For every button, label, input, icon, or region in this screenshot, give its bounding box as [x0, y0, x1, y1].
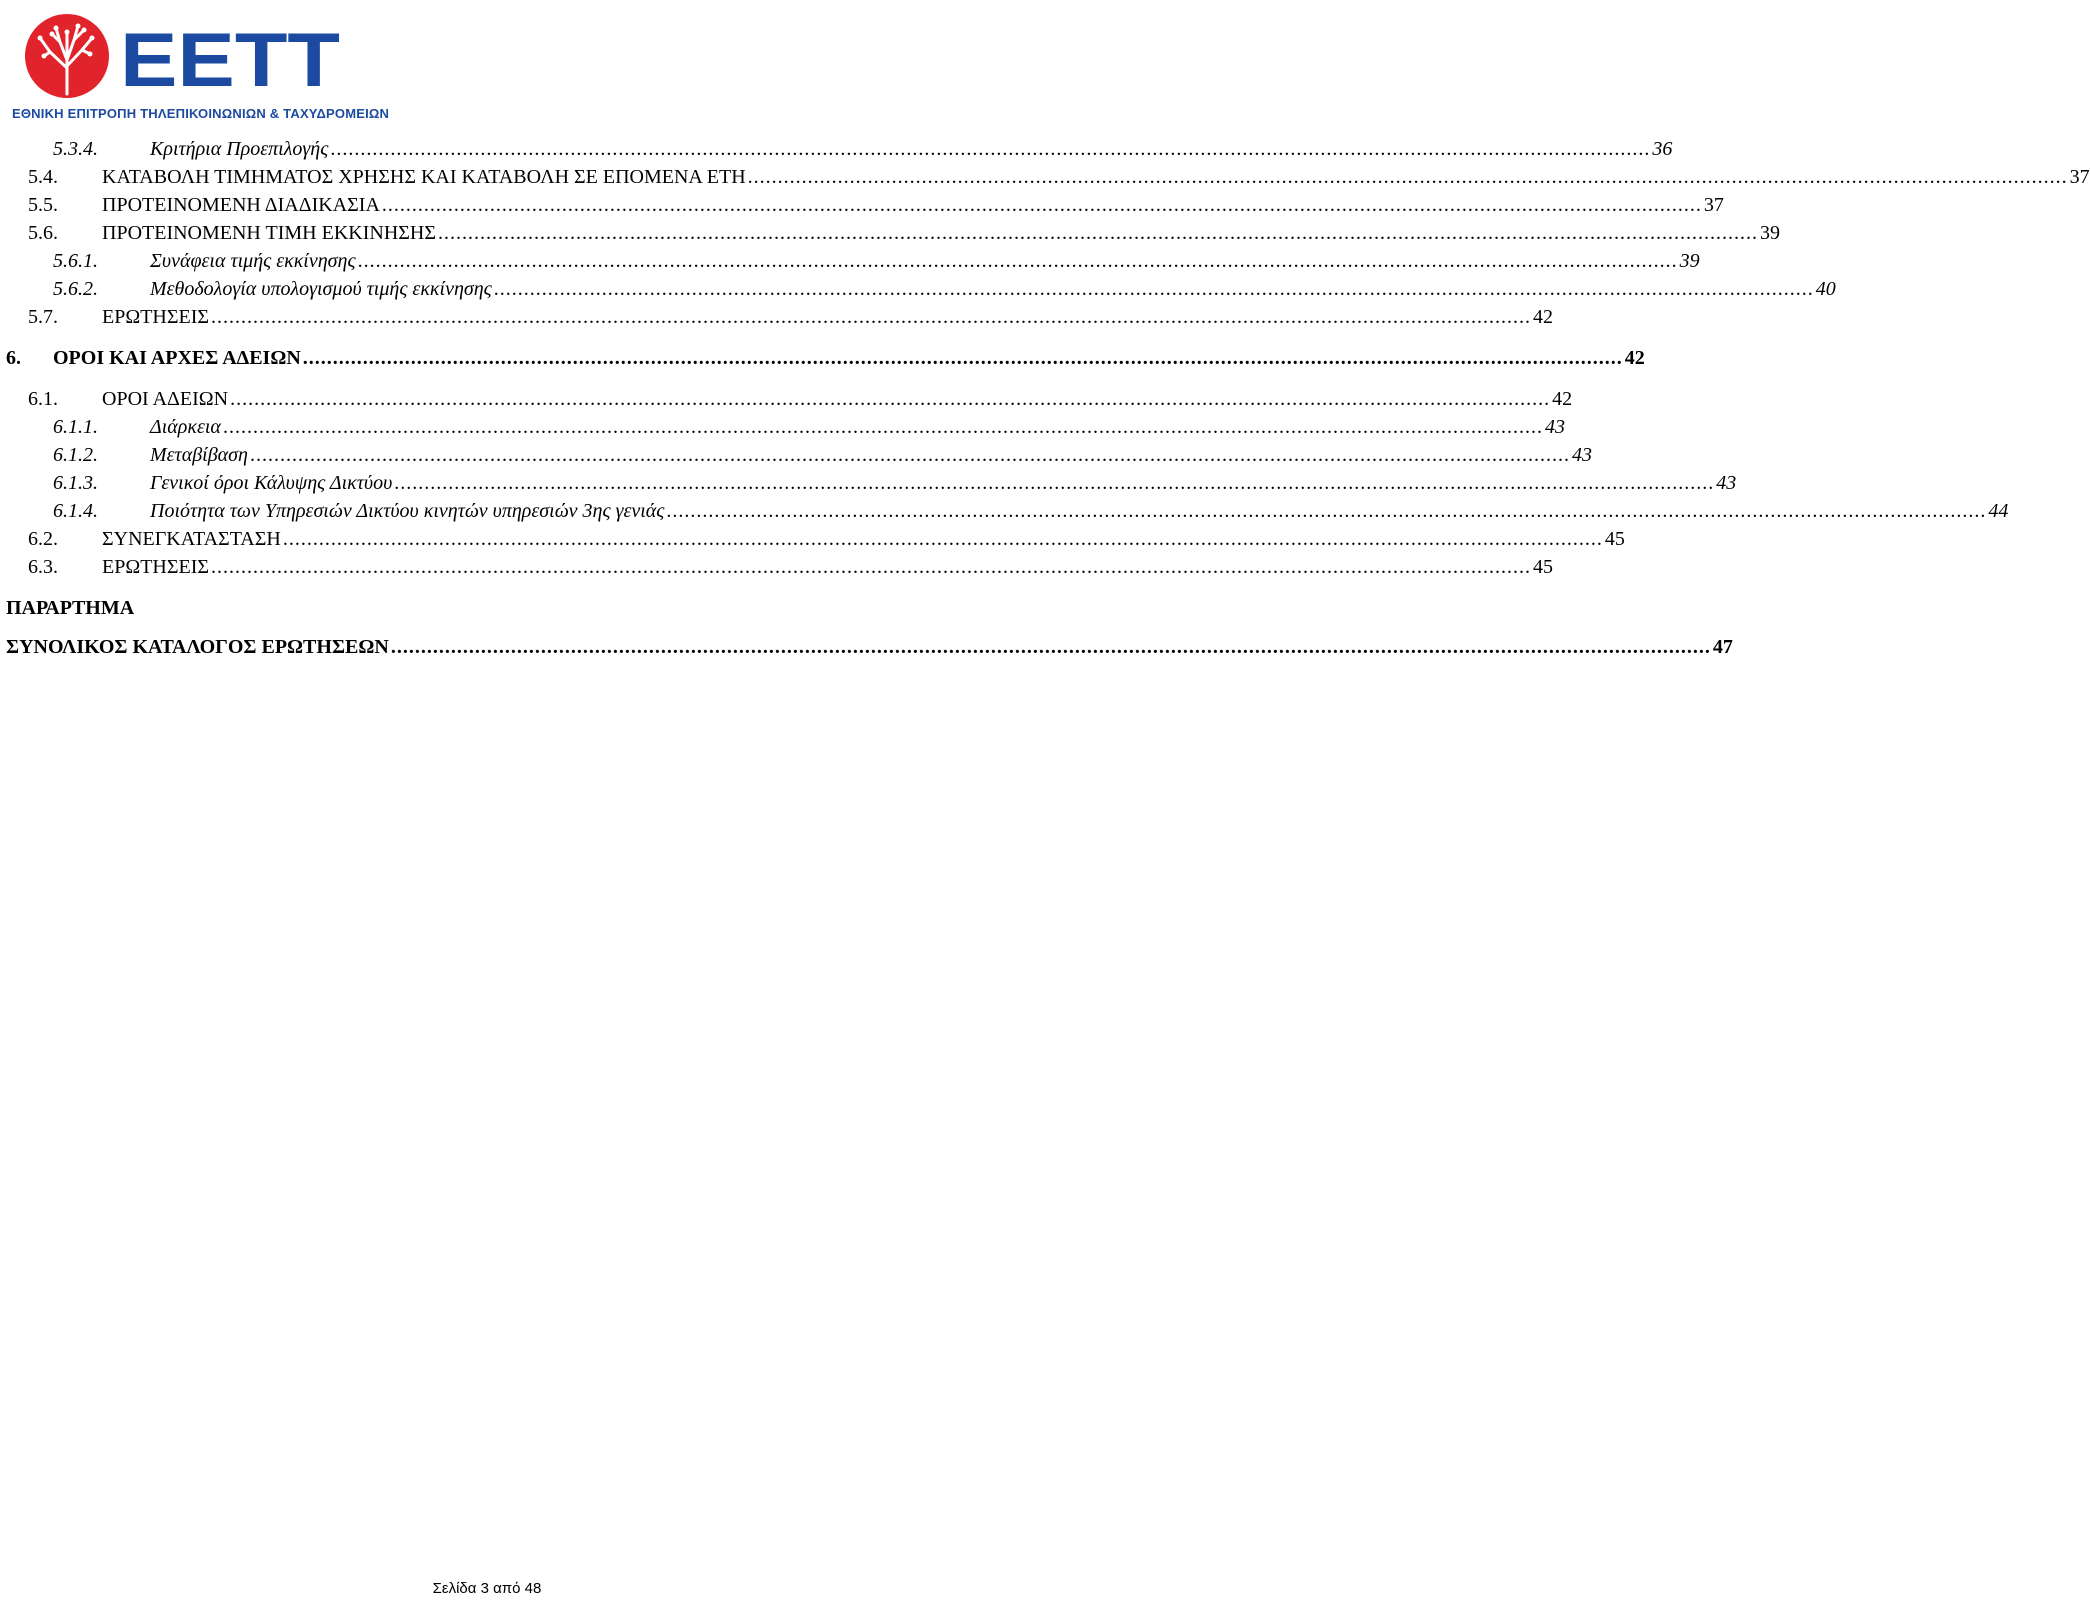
toc-entry[interactable]	[0, 249, 1700, 273]
toc-entry-page: 45	[1604, 528, 1625, 550]
toc-entry[interactable]	[0, 137, 1673, 161]
toc-entry[interactable]	[0, 387, 1573, 411]
toc-entry[interactable]	[0, 499, 2009, 523]
toc-entry-title: ΣΥΝΕΓΚΑΤΑΣΤΑΣΗ	[102, 528, 281, 550]
toc-entry-page: 40	[1815, 278, 1836, 300]
toc-dot-leader: ............................................................................................................................................................................................................................	[211, 306, 1532, 328]
toc-entry-number: 6.2.	[28, 528, 58, 550]
toc-entry[interactable]	[0, 415, 1565, 439]
toc-entry-page: 36	[1652, 138, 1673, 160]
toc-entry[interactable]	[0, 305, 1554, 329]
toc-dot-leader: ............................................................................................................................................................................................................................	[357, 250, 1678, 272]
toc-dot-leader: ............................................................................................................................................................................................................................	[381, 194, 1702, 216]
toc-entry-title: ΚΑΤΑΒΟΛΗ ΤΙΜΗΜΑΤΟΣ ΧΡΗΣΗΣ ΚΑΙ ΚΑΤΑΒΟΛΗ ΣΕ ΕΠΟΜΕΝΑ ΕΤΗ	[102, 166, 746, 188]
toc-entry-number: 5.6.2.	[53, 278, 98, 300]
toc-entry[interactable]	[0, 346, 1645, 370]
toc-dot-leader: ............................................................................................................................................................................................................................	[394, 472, 1715, 494]
toc-entry-page: 42	[1552, 388, 1573, 410]
logo-caption: ΕΘΝΙΚΗ ΕΠΙΤΡΟΠΗ ΤΗΛΕΠΙΚΟΙΝΩΝΙΩΝ & ΤΑΧΥΔΡΟΜΕΙΩΝ	[12, 106, 390, 121]
toc-entry-page: 42	[1624, 347, 1645, 369]
toc-entry[interactable]	[0, 527, 1625, 551]
toc-entry-number: 6.3.	[28, 556, 58, 578]
toc-entry-number: 6.1.2.	[53, 444, 98, 466]
toc-entry-title: ΠΡΟΤΕΙΝΟΜΕΝΗ ΤΙΜΗ ΕΚΚΙΝΗΣΗΣ	[102, 222, 436, 244]
toc-dot-leader: ............................................................................................................................................................................................................................	[222, 416, 1543, 438]
toc-entry-number: 5.3.4.	[53, 138, 98, 160]
toc-entry-page: 47	[1712, 636, 1733, 658]
toc-entry-number: 6.1.4.	[53, 500, 98, 522]
toc-entry-page: 43	[1544, 416, 1565, 438]
toc-dot-leader: ............................................................................................................................................................................................................................	[438, 222, 1758, 244]
toc-dot-leader: ............................................................................................................................................................................................................................	[390, 636, 1711, 658]
toc-entry-number: 5.4.	[28, 166, 58, 188]
toc-dot-leader: ............................................................................................................................................................................................................................	[493, 278, 1814, 300]
toc-entry-number: 6.1.	[28, 388, 58, 410]
toc-entry[interactable]	[0, 443, 1592, 467]
toc-entry-page: 42	[1533, 306, 1554, 328]
toc-entry-page: 39	[1760, 222, 1780, 244]
toc-entry-title: ΕΡΩΤΗΣΕΙΣ	[102, 306, 210, 328]
toc-entry-page: 37	[2069, 166, 2090, 188]
logo-text: ΕΕΤΤ	[120, 18, 340, 103]
toc-entry-number: 5.6.1.	[53, 250, 98, 272]
toc-entry-number: 5.7.	[28, 306, 58, 328]
toc-entry-title: Κριτήρια Προεπιλογής	[150, 138, 329, 160]
toc-entry-page: 43	[1571, 444, 1592, 466]
toc-entry-title: ΠΡΟΤΕΙΝΟΜΕΝΗ ΔΙΑΔΙΚΑΣΙΑ	[102, 194, 380, 216]
eett-logo	[10, 8, 390, 122]
toc-entry[interactable]	[0, 165, 2090, 189]
toc-dot-leader: ............................................................................................................................................................................................................................	[211, 556, 1532, 578]
toc-entry-page: 43	[1716, 472, 1737, 494]
toc-dot-leader: ............................................................................................................................................................................................................................	[282, 528, 1603, 550]
toc-entry-title: ΟΡΟΙ ΚΑΙ ΑΡΧΕΣ ΑΔΕΙΩΝ	[53, 347, 301, 369]
toc-dot-leader: ............................................................................................................................................................................................................................	[666, 500, 1987, 522]
toc-dot-leader: ............................................................................................................................................................................................................................	[230, 388, 1551, 410]
toc-entry-page: 37	[1703, 194, 1724, 216]
toc-entry-page: 39	[1679, 250, 1700, 272]
toc-entry[interactable]	[0, 635, 1733, 659]
toc-dot-leader: ............................................................................................................................................................................................................................	[747, 166, 2068, 188]
toc-entry-title: ΟΡΟΙ ΑΔΕΙΩΝ	[102, 388, 229, 410]
toc-entry[interactable]	[0, 596, 960, 620]
toc-entry-title: Γενικοί όροι Κάλυψης Δικτύου	[150, 472, 393, 494]
toc-entry-title: Μεθοδολογία υπολογισμού τιμής εκκίνησης	[150, 278, 492, 300]
toc-entry-number: 6.	[6, 347, 21, 369]
toc-entry-title: Μεταβίβαση	[150, 444, 248, 466]
toc-dot-leader: ............................................................................................................................................................................................................................	[302, 347, 1623, 369]
toc-entry-number: 6.1.1.	[53, 416, 98, 438]
toc-entry-number: 5.5.	[28, 194, 58, 216]
page-footer	[0, 1580, 960, 1597]
eett-logo-graphic	[10, 8, 350, 103]
toc-entry[interactable]	[0, 555, 1554, 579]
toc-entry-number: 6.1.3.	[53, 472, 98, 494]
toc-dot-leader: ............................................................................................................................................................................................................................	[330, 138, 1651, 160]
toc-entry-title: ΠΑΡΑΡΤΗΜΑ	[6, 597, 135, 619]
toc-entry-number: 5.6.	[28, 222, 58, 244]
toc-dot-leader: ............................................................................................................................................................................................................................	[249, 444, 1570, 466]
page-number-label: Σελίδα 3 από 48	[432, 1580, 542, 1597]
toc-entry-page: 44	[1988, 500, 2009, 522]
toc-entry[interactable]	[0, 221, 1780, 245]
toc-entry-title: ΕΡΩΤΗΣΕΙΣ	[102, 556, 210, 578]
toc-entry[interactable]	[0, 193, 1724, 217]
toc-entry-title: ΣΥΝΟΛΙΚΟΣ ΚΑΤΑΛΟΓΟΣ ΕΡΩΤΗΣΕΩΝ	[6, 636, 389, 658]
toc-entry-title: Διάρκεια	[150, 416, 221, 438]
toc-entry-title: Ποιότητα των Υπηρεσιών Δικτύου κινητών υπηρεσιών 3ης γενιάς	[150, 500, 665, 522]
toc-entry[interactable]	[0, 471, 1737, 495]
toc-entry-title: Συνάφεια τιμής εκκίνησης	[150, 250, 356, 272]
toc-entry[interactable]	[0, 277, 1836, 301]
toc-entry-page: 45	[1533, 556, 1554, 578]
